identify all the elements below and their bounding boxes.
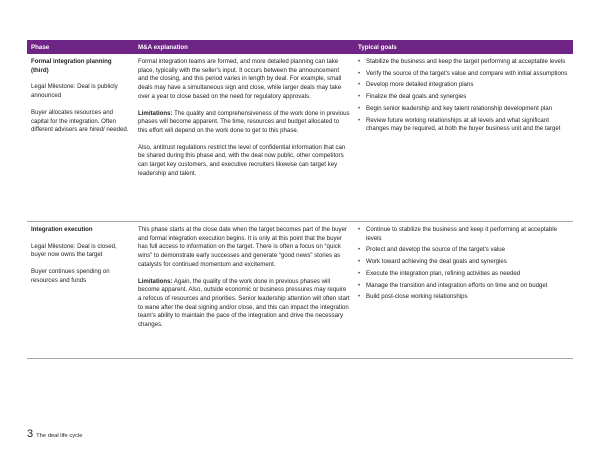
page-number: 3 <box>27 428 34 440</box>
goal-text: Protect and develop the source of the target's value <box>366 246 506 254</box>
list-item <box>358 117 569 134</box>
limitations-paragraph <box>138 110 350 136</box>
bullet-dot-icon: • <box>358 226 361 233</box>
goals-cell <box>354 226 573 358</box>
table-header-row <box>27 40 573 54</box>
list-item <box>358 246 569 255</box>
explanation-cell <box>134 58 354 221</box>
phase-title: Formal integration planning (third) <box>31 58 112 74</box>
goal-text: Continue to stabilize the business and keep it performing at acceptable levels <box>366 226 558 242</box>
phase-title: Integration execution <box>31 226 93 233</box>
phase-cell <box>27 226 134 358</box>
bullet-dot-icon: • <box>358 269 361 277</box>
list-item <box>358 105 569 114</box>
list-item <box>358 270 569 279</box>
limitations-text: The quality and comprehensiveness of the work done in previous phases will become apparent. The time, resources and budget allocated to this effort will depend on the work done to get to this phase. <box>138 109 350 134</box>
limitations-paragraph <box>138 278 350 330</box>
bullet-dot-icon: • <box>358 116 361 124</box>
list-item <box>358 58 569 67</box>
goal-text: Finalize the deal goals and synergies <box>366 93 467 101</box>
bullet-dot-icon: • <box>358 246 361 254</box>
explanation-paragraph: This phase starts at the close date when the target becomes part of the buyer and formal integration execution begins. It is only at this point that the buyer has full access to information on the target. There is often a focus on “quick wins” to demonstrate early successes and generate “good news” stories as catalysts for continued momentum and excitement. <box>138 226 347 268</box>
bullet-dot-icon: • <box>358 93 361 101</box>
bullet-dot-icon: • <box>358 58 361 65</box>
goals-list <box>358 226 569 302</box>
goal-text: Verify the source of the target's value and compare with initial assumptions <box>366 69 568 77</box>
deal-phases-table <box>27 40 573 359</box>
table-row <box>27 222 573 359</box>
bullet-dot-icon: • <box>358 104 361 112</box>
phase-milestone: Legal Milestone: Deal is publicly announced <box>31 83 118 100</box>
goal-text: Begin senior leadership and key talent relationship development plan <box>366 104 552 112</box>
goal-text: Execute the integration plan, refining activities as needed <box>366 269 521 277</box>
list-item <box>358 93 569 102</box>
bullet-dot-icon: • <box>358 281 361 289</box>
phase-milestone: Legal Milestone: Deal is closed, buyer now owns the target <box>31 242 117 259</box>
list-item <box>358 226 569 243</box>
limitations-label: Limitations: <box>138 109 173 117</box>
list-item <box>358 70 569 79</box>
explanation-paragraph: Formal integration teams are formed, and more detailed planning can take place, typically with the seller's input. It occurs between the announcement and the closing, and this period varies in length by deal. For example, small deals may have a simultaneous sign and close, while larger deals may take over a year to close based on the need for regulatory approvals. <box>138 58 342 100</box>
bullet-dot-icon: • <box>358 69 361 77</box>
page-footer <box>27 428 83 440</box>
phase-resources: Buyer continues spending on resources and funds <box>31 268 110 284</box>
list-item <box>358 81 569 90</box>
explanation-paragraph: Also, antitrust regulations restrict the level of confidential information that can be shared during this phase and, with the deal now public, other competitors can target key customers, and executive recruiters likewise can target key leadership and talent. <box>138 143 346 177</box>
goal-text: Build post-close working relationships <box>366 293 468 301</box>
list-item <box>358 282 569 291</box>
list-item <box>358 293 569 302</box>
header-goals: Typical goals <box>358 43 397 51</box>
bullet-dot-icon: • <box>358 81 361 89</box>
phase-cell <box>27 58 134 221</box>
explanation-cell <box>134 226 354 358</box>
goals-cell <box>354 58 573 221</box>
footer-title: The deal life cycle <box>36 433 83 439</box>
limitations-label: Limitations: <box>138 277 173 285</box>
bullet-dot-icon: • <box>358 258 361 266</box>
goals-list <box>358 58 569 134</box>
goal-text: Stabilize the business and keep the target performing at acceptable levels <box>366 58 566 65</box>
table-row <box>27 54 573 222</box>
goal-text: Review future working relationships at all levels and what significant changes may be required, at both the buyer business unit and the target <box>366 116 561 133</box>
bullet-dot-icon: • <box>358 293 361 301</box>
list-item <box>358 258 569 267</box>
goal-text: Manage the transition and integration efforts on time and on budget <box>366 281 548 289</box>
header-phase: Phase <box>31 43 50 51</box>
phase-resources: Buyer allocates resources and capital for the integration. Often different advisers are hired/ needed. <box>31 108 129 134</box>
goal-text: Work toward achieving the deal goals and synergies <box>366 258 507 266</box>
limitations-text: Again, the quality of the work done in previous phases will become apparent. Also, outside economic or business pressures may require a refocus of resources and priorities. Senior leadership attention will often start to wane after the deal signing and/or close, and this can impact the integration team's ability to maintain the pace of the integration and drive the necessary changes. <box>138 277 350 329</box>
header-explanation: M&A explanation <box>138 43 188 51</box>
goal-text: Develop more detailed integration plans <box>366 81 474 89</box>
